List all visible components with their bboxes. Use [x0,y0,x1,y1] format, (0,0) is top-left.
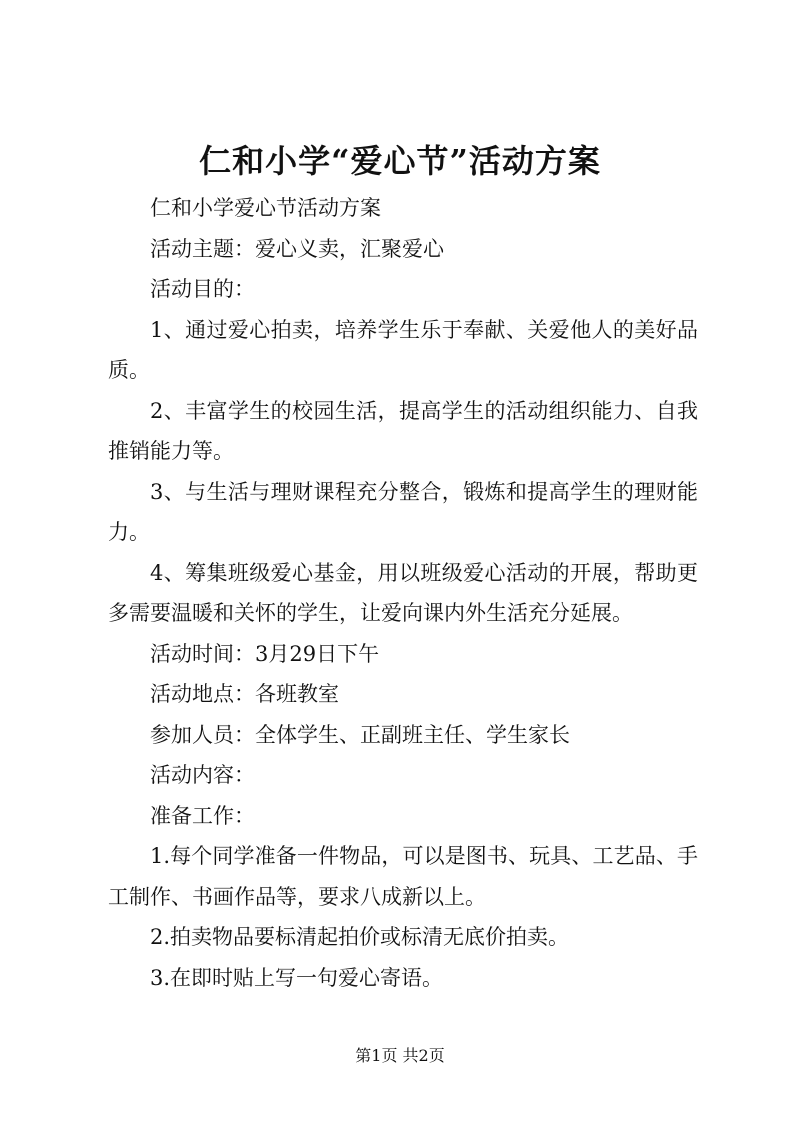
document-body [108,188,698,998]
paragraph: 活动时间：3月29日下午 [150,641,380,666]
paragraph: 准备工作： [150,803,255,828]
paragraph: 2.拍卖物品要标清起拍价或标清无底价拍卖。 [150,925,570,949]
paragraph: 1.每个同学准备一件物品，可以是图书、玩具、工艺品、手工制作、书画作品等，要求八成新以上。 [108,844,698,909]
paragraph: 活动内容： [150,763,255,787]
paragraph: 1、通过爱心拍卖，培养学生乐于奉献、关爱他人的美好品质。 [108,317,698,382]
paragraph: 活动地点：各班教室 [150,682,339,706]
page-footer: 第1页 共2页 [355,1046,445,1065]
paragraph: 3、与生活与理财课程充分整合，锻炼和提高学生的理财能力。 [108,479,698,544]
paragraph: 仁和小学爱心节活动方案 [150,196,381,220]
document-title: 仁和小学“爱心节”活动方案 [199,142,601,180]
paragraph: 活动目的： [150,277,255,301]
paragraph: 2、丰富学生的校园生活，提高学生的活动组织能力、自我推销能力等。 [108,398,698,463]
paragraph: 活动主题：爱心义卖，汇聚爱心 [150,236,444,261]
paragraph: 参加人员：全体学生、正副班主任、学生家长 [150,722,570,747]
paragraph: 3.在即时贴上写一句爱心寄语。 [150,965,444,990]
paragraph: 4、筹集班级爱心基金，用以班级爱心活动的开展，帮助更多需要温暖和关怀的学生，让爱向课内外生活充分延展。 [108,560,698,625]
